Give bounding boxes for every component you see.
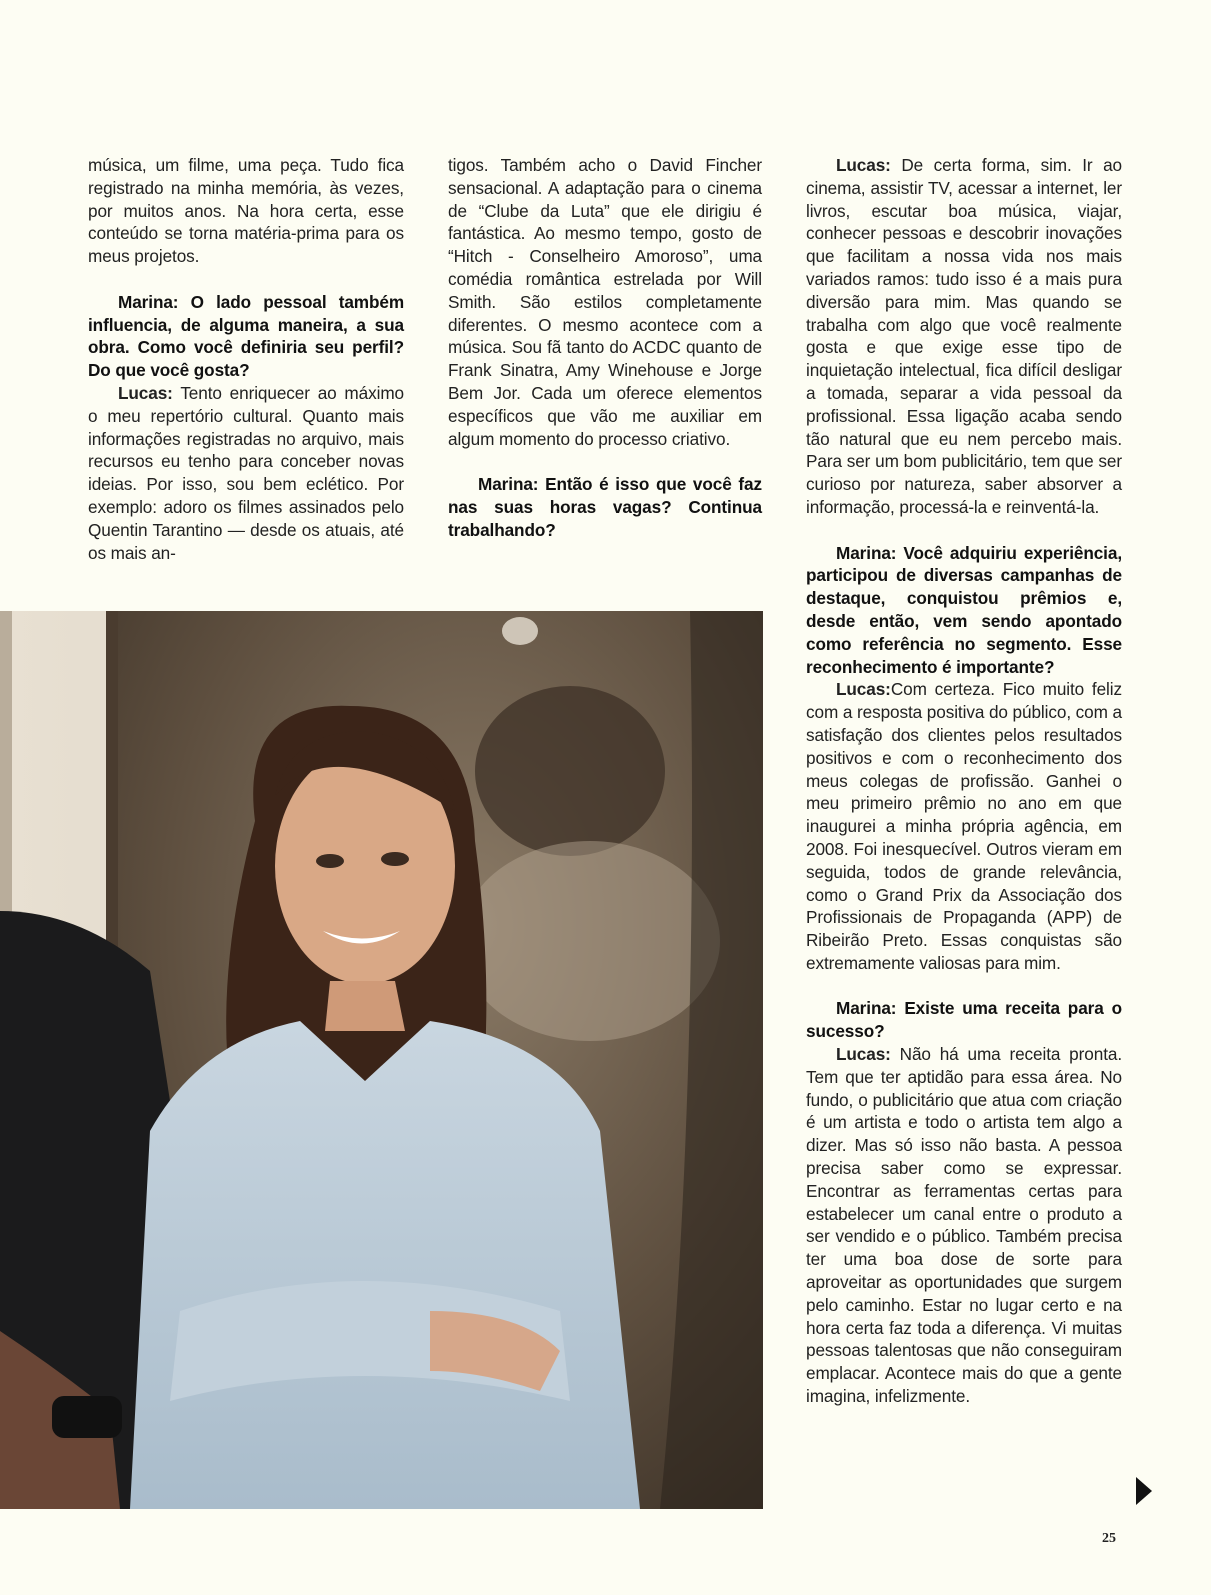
interview-answer (88, 382, 404, 564)
interview-answer (806, 154, 1122, 519)
interview-question: Marina: Você adquiriu experiência, participou de diversas campanhas de destaque, conquistou prêmios e, desde então, vem sendo apontado como referência no segmento. Esse reconhecimento é importante? (806, 542, 1122, 677)
answer-text: Tento enriquecer ao máximo o meu repertório cultural. Quanto mais informações registradas no arquivo, mais recursos eu tenho para conceber novas ideias. Por isso, sou bem eclético. Por exemplo: adoro os filmes assinados pelo Quentin Tarantino — desde os atuais, até os mais an- (88, 382, 404, 563)
speaker-label: Lucas: (118, 382, 173, 403)
speaker-label: Lucas: (836, 679, 891, 700)
speaker-label: Lucas: (836, 155, 891, 175)
triangle-right-icon[interactable] (1136, 1477, 1152, 1505)
page-number: 25 (1102, 1531, 1116, 1546)
interview-answer (806, 678, 1122, 974)
interview-question: Marina: Existe uma receita para o sucesso? (806, 998, 1122, 1042)
article-column-2 (448, 154, 762, 542)
article-column-1 (88, 154, 404, 564)
speaker-label: Lucas: (836, 1044, 891, 1065)
interview-question: Marina: Então é isso que você faz nas suas horas vagas? Continua trabalhando? (448, 474, 762, 540)
interview-question: Marina: O lado pessoal também influencia, de alguma maneira, a sua obra. Como você definiria seu perfil? Do que você gosta? (88, 291, 404, 381)
article-column-3 (806, 154, 1122, 1408)
answer-text: De certa forma, sim. Ir ao cinema, assistir TV, acessar a internet, ler livros, escutar boa música, viajar, conhecer pessoas e descobrir inovações que facilitam a nossa vida nos mais variados ramos: tudo isso é a mais pura diversão para mim. Mas quando se trabalha com algo que você realmente gosta e que exige esse tipo de inquietação intelectual, fica difícil desligar a tomada, separar a vida pessoal da profissional. Essa ligação acaba sendo tão natural que eu nem percebo mais. Para ser um bom publicitário, tem que ser curioso por natureza, saber absorver a informação, processá-la e reinventá-la. (806, 155, 1122, 517)
paragraph: música, um filme, uma peça. Tudo fica registrado na minha memória, às vezes, por muitos anos. Na hora certa, esse conteúdo se torna matéria-prima para os meus projetos. (88, 155, 404, 267)
answer-text: Não há uma receita pronta. Tem que ter aptidão para essa área. No fundo, o publicitário que atua com criação é um artista e todo o artista tem algo a dizer. Mas só isso não basta. A pessoa precisa saber como se expressar. Encontrar as ferramentas certas para estabelecer um canal entre o produto a ser vendido e o público. Também precisa ter uma boa dose de sorte para aproveitar as oportunidades que surgem pelo caminho. Estar no lugar certo e na hora certa faz toda a diferença. Vi muitas pessoas talentosas que não conseguiram emplacar. Acontece mais do que a gente imagina, infelizmente. (806, 1044, 1122, 1407)
answer-text: Com certeza. Fico muito feliz com a resposta positiva do público, com a satisfação dos clientes pelos resultados positivos e com o reconhecimento dos meus colegas de profissão. Ganhei o meu primeiro prêmio no ano em que inaugurei a minha própria agência, em 2008. Foi inesquecível. Outros vieram em seguida, todos de grande relevância, como o Grand Prix da Associação dos Profissionais de Propaganda (APP) de Ribeirão Preto. Essas conquistas são extremamente valiosas para mim. (806, 679, 1122, 973)
interview-answer (806, 1043, 1122, 1408)
article-photo (0, 611, 763, 1509)
paragraph: tigos. Também acho o David Fincher sensacional. A adaptação para o cinema de “Clube da Luta” que ele dirigiu é fantástica. Ao mesmo tempo, gosto de “Hitch - Conselheiro Amoroso”, uma comédia romântica estrelada por Will Smith. São estilos completamente diferentes. O mesmo acontece com a música. Sou fã tanto do ACDC quanto de Frank Sinatra, Amy Winehouse e Jorge Bem Jor. Cada um oferece elementos específicos que vão me auxiliar em algum momento do processo criativo. (448, 155, 762, 449)
